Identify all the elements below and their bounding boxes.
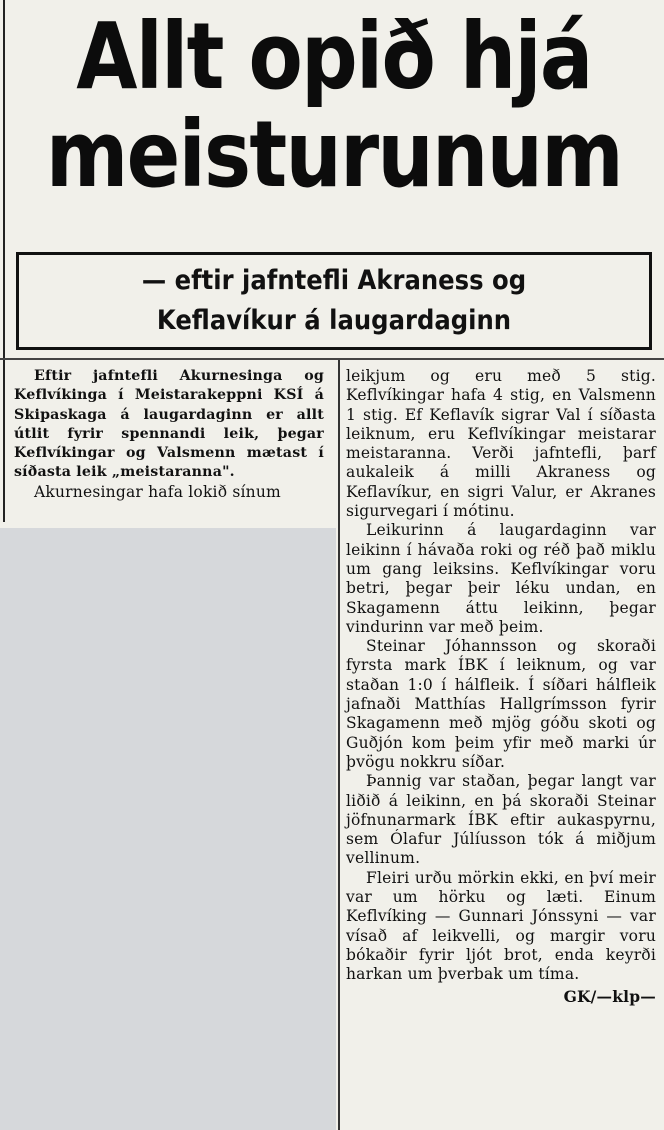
headline-line-1: Allt opið hjá bbox=[76, 3, 592, 110]
body-paragraph: Leikurinn á laugardaginn var leikinn í hávaða roki og réð það miklu um gang leiksins. Keflvíkingar voru betri, þegar þeir léku undan, en Skagamenn áttu leikinn, þegar vindurinn var með þeim. bbox=[346, 521, 656, 636]
body-paragraph: Fleiri urðu mörkin ekki, en því meir var um hörku og læti. Einum Keflvíking — Gunnari Jónssyni — var vísað af leikvelli, og margir voru bókaðir fyrir ljót brot, enda keyrði harkan um þverbak um tíma. bbox=[346, 868, 656, 984]
headline bbox=[8, 3, 660, 208]
column-top-rule bbox=[0, 358, 664, 360]
lead-paragraph: Eftir jafntefli Akurnesinga og Keflvíkinga í Meistarakeppni KSÍ á Skipaskaga á laugardaginn er allt útlit fyrir spennandi leik, þegar Keflvíkingar og Valsmenn mætast í síðasta leik „meistaranna". bbox=[14, 368, 324, 481]
byline-signature: GK/—klp— bbox=[563, 986, 656, 1006]
subheadline-box bbox=[16, 252, 652, 350]
column-divider bbox=[338, 360, 340, 1130]
headline-line-2: meisturunum bbox=[45, 101, 622, 208]
body-paragraph: leikjum og eru með 5 stig. Keflvíkingar hafa 4 stig, en Valsmenn 1 stig. Ef Keflavík sigrar Val í síðasta leiknum, eru Keflvíkingar meistarar meistaranna. Verði jafntefli, þarf aukaleik á milli Akraness og Keflavíkur, en sigri Valur, er Akranes sigurvegari í mótinu. bbox=[346, 367, 656, 521]
body-paragraph: Akurnesingar hafa lokið sínum bbox=[34, 482, 281, 501]
subheadline-line-1: — eftir jafntefli Akraness og bbox=[141, 265, 527, 296]
left-column bbox=[14, 367, 324, 502]
body-paragraph: Þannig var staðan, þegar langt var liðið á leikinn, en þá skoraði Steinar jöfnunarmark ÍBK eftir aukaspyrnu, sem Ólafur Júlíusson tók á miðjum vellinum. bbox=[346, 772, 656, 868]
right-column bbox=[346, 367, 656, 1006]
blank-background-area bbox=[0, 528, 336, 1130]
body-paragraph: Steinar Jóhannsson og skoraði fyrsta mark ÍBK í leiknum, og var staðan 1:0 í hálfleik. Í síðari hálfleik jafnaði Matthías Hallgrímsson fyrir Skagamenn með mjög góðu skoti og Guðjón kom þeim yfir með marki úr þvögu nokkru síðar. bbox=[346, 637, 656, 771]
subheadline-line-2: Keflavíkur á laugardaginn bbox=[156, 305, 512, 336]
left-border-rule bbox=[3, 0, 5, 522]
